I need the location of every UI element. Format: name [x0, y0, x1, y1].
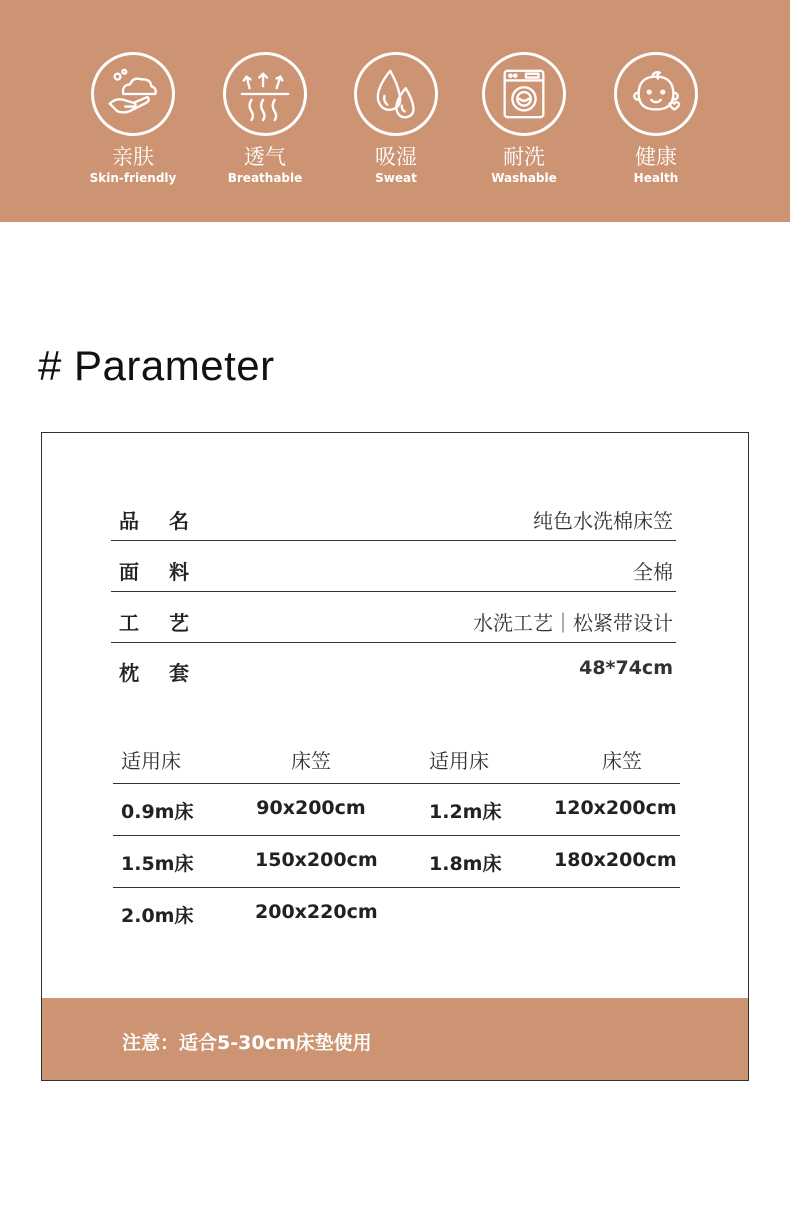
feature-label-en: Health [633, 171, 679, 185]
washing-machine-icon [482, 52, 566, 136]
parameter-card [41, 432, 749, 1081]
feature-sweat [336, 52, 456, 186]
feature-washable [464, 52, 584, 186]
feature-label-en: Washable [491, 171, 557, 185]
water-drops-icon [354, 52, 438, 136]
spec-row-name [111, 491, 676, 541]
table-cell: 1.2m床 [429, 801, 502, 823]
spec-label: 品名 [119, 509, 219, 533]
feature-label-en: Skin-friendly [89, 171, 177, 185]
table-cell: 200x220cm [255, 901, 378, 923]
feature-health [596, 52, 716, 186]
notice-text: 注意：适合5-30cm床垫使用 [122, 1032, 372, 1054]
spec-label: 工艺 [119, 611, 219, 635]
table-row [113, 888, 680, 940]
spec-value: 水洗工艺｜松紧带设计 [473, 611, 673, 635]
spec-value: 48*74cm [579, 657, 673, 679]
table-cell: 1.8m床 [429, 853, 502, 875]
baby-face-icon [614, 52, 698, 136]
spec-row-craft [111, 593, 676, 643]
foam-hand-icon [91, 52, 175, 136]
table-cell: 180x200cm [554, 849, 677, 871]
table-row [113, 836, 680, 888]
column-header: 床笠 [602, 749, 642, 773]
column-header: 床笠 [291, 749, 331, 773]
table-cell: 1.5m床 [121, 853, 194, 875]
notice-bar [42, 998, 748, 1080]
column-header: 适用床 [121, 749, 181, 773]
size-table-header [113, 732, 680, 784]
table-cell: 150x200cm [255, 849, 378, 871]
airflow-icon [223, 52, 307, 136]
spec-label: 面料 [119, 560, 219, 584]
spec-row-pillowcase [111, 643, 676, 693]
feature-breathable [205, 52, 325, 186]
table-cell: 90x200cm [256, 797, 366, 819]
spec-row-fabric [111, 542, 676, 592]
feature-skin-friendly [73, 52, 193, 186]
table-cell: 120x200cm [554, 797, 677, 819]
spec-value: 纯色水洗棉床笠 [533, 509, 673, 533]
feature-label-en: Sweat [375, 171, 417, 185]
feature-label-en: Breathable [227, 171, 303, 185]
feature-label-cn: 亲肤 [112, 145, 154, 169]
feature-label-cn: 耐洗 [503, 145, 545, 169]
spec-value: 全棉 [633, 560, 673, 584]
feature-label-cn: 健康 [635, 145, 677, 169]
table-row [113, 784, 680, 836]
section-title: # Parameter [38, 342, 275, 389]
column-header: 适用床 [429, 749, 489, 773]
table-cell: 2.0m床 [121, 905, 194, 927]
feature-label-cn: 吸湿 [375, 145, 417, 169]
spec-label: 枕套 [119, 661, 219, 685]
feature-label-cn: 透气 [244, 145, 286, 169]
feature-banner [0, 0, 790, 222]
table-cell: 0.9m床 [121, 801, 194, 823]
